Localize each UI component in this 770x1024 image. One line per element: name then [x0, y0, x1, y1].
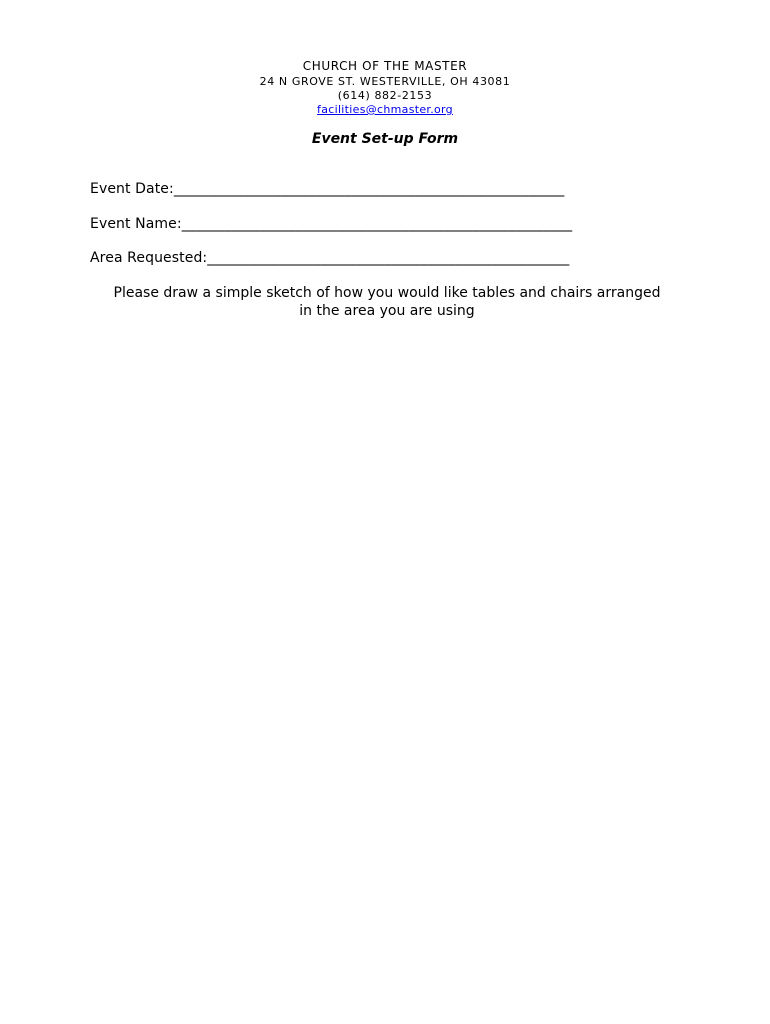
- event-name-blank[interactable]: _______________________________________________________: [181, 216, 573, 232]
- event-date-field[interactable]: [90, 180, 564, 198]
- event-date-label: Event Date:: [90, 181, 174, 197]
- organization-name: CHURCH OF THE MASTER: [302, 59, 468, 73]
- event-date-blank[interactable]: _______________________________________________________: [173, 181, 565, 197]
- organization-address: 24 N GROVE ST. WESTERVILLE, OH 43081: [259, 75, 511, 88]
- event-name-label: Event Name:: [90, 216, 182, 232]
- instructions-line-1: Please draw a simple sketch of how you would like tables and chairs arranged: [113, 285, 661, 301]
- sketch-instructions: [90, 284, 684, 320]
- area-requested-blank[interactable]: ___________________________________________________: [207, 250, 570, 266]
- area-requested-label: Area Requested:: [90, 250, 208, 266]
- area-requested-field[interactable]: [90, 249, 569, 267]
- event-name-field[interactable]: [90, 215, 572, 233]
- instructions-line-2: in the area you are using: [299, 303, 475, 319]
- email-link[interactable]: facilities@chmaster.org: [317, 103, 453, 116]
- organization-email-line: [0, 102, 770, 117]
- form-title: Event Set-up Form: [311, 131, 459, 147]
- organization-phone: (614) 882-2153: [337, 89, 433, 102]
